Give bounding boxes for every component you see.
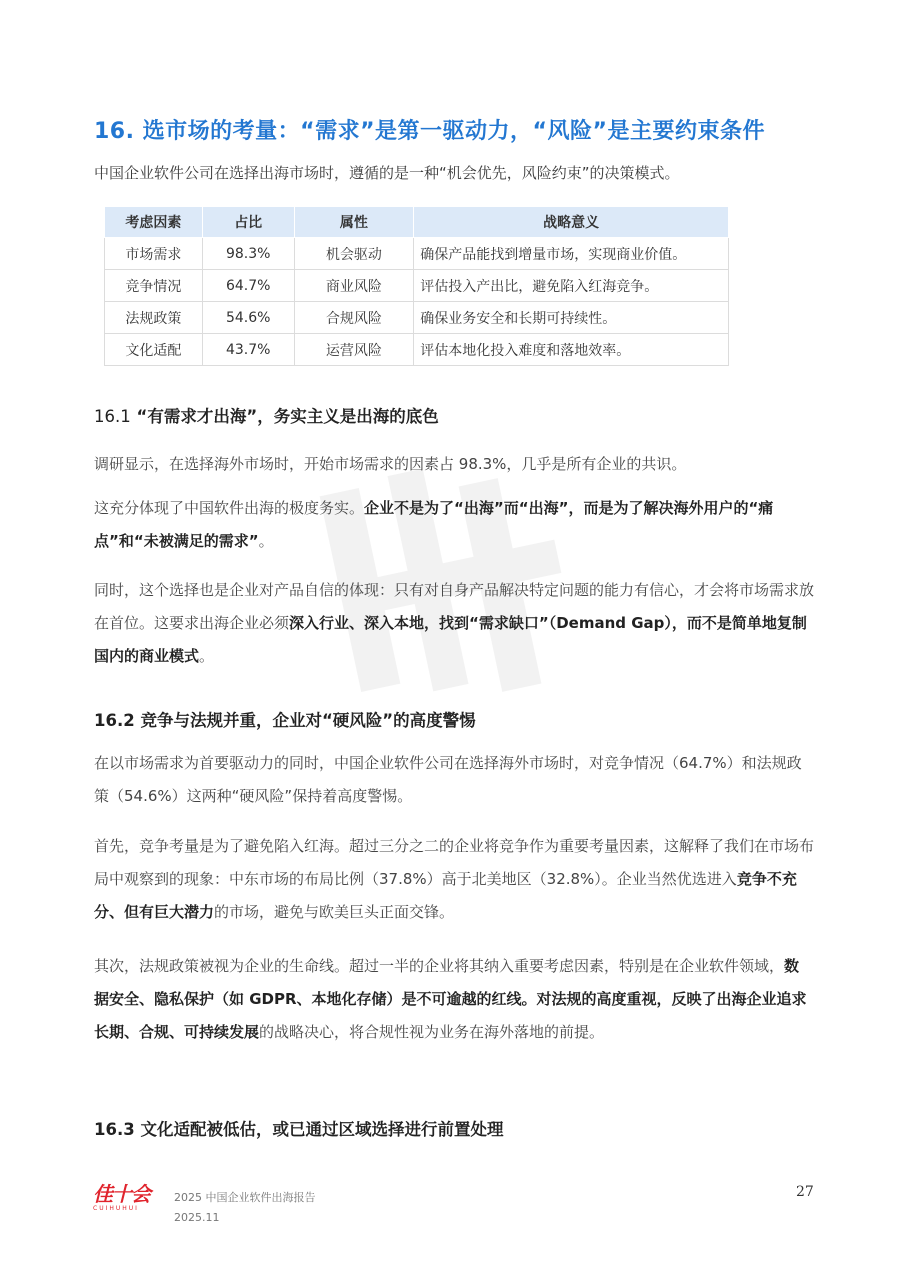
section-16-3-heading: 16.3 文化适配被低估，或已通过区域选择进行前置处理 bbox=[94, 1120, 504, 1139]
paragraph-emphasis: 企业不是为了“出海”而“出海”，而是为了解决海外用户的“痛点”和“未被满足的需求” bbox=[94, 499, 774, 550]
footer-info bbox=[174, 1188, 316, 1228]
cell-share: 54.6% bbox=[202, 302, 294, 334]
paragraph-text: 的战略决心，将合规性视为业务在海外落地的前提。 bbox=[259, 1023, 605, 1041]
paragraph bbox=[94, 574, 814, 673]
header-meaning: 战略意义 bbox=[414, 207, 729, 238]
table-header-row bbox=[105, 207, 729, 238]
cell-attribute: 商业风险 bbox=[294, 270, 414, 302]
paragraph bbox=[94, 830, 814, 929]
cell-factor: 市场需求 bbox=[105, 238, 203, 270]
paragraph-text: 其次，法规政策被视为企业的生命线。超过一半的企业将其纳入重要考虑因素，特别是在企业软件领域， bbox=[94, 957, 785, 975]
cell-meaning: 确保产品能找到增量市场，实现商业价值。 bbox=[414, 238, 729, 270]
logo-mark: 佳十会 bbox=[93, 1182, 150, 1206]
section-16-1-heading bbox=[94, 403, 439, 427]
paragraph: 在以市场需求为首要驱动力的同时，中国企业软件公司在选择海外市场时，对竞争情况（64.7%）和法规政策（54.6%）这两种“硬风险”保持着高度警惕。 bbox=[94, 754, 802, 805]
section-16-2-heading: 16.2 竞争与法规并重，企业对“硬风险”的高度警惕 bbox=[94, 711, 476, 730]
cell-meaning: 评估本地化投入难度和落地效率。 bbox=[414, 334, 729, 366]
paragraph bbox=[94, 492, 814, 558]
paragraph-text: 。 bbox=[199, 647, 215, 665]
paragraph-text: 同时，这个选择也是企业对产品自信的体现：只有对自身产品解决特定问题的能力有信心，才会将市场需求放在首位。这要求出海企业必须 bbox=[94, 581, 815, 632]
cell-share: 64.7% bbox=[202, 270, 294, 302]
cell-factor: 文化适配 bbox=[105, 334, 203, 366]
cell-meaning: 确保业务安全和长期可持续性。 bbox=[414, 302, 729, 334]
cell-attribute: 运营风险 bbox=[294, 334, 414, 366]
page-number: 27 bbox=[796, 1184, 814, 1200]
header-attribute: 属性 bbox=[294, 207, 414, 238]
logo-subtext: CUIHUHUI bbox=[93, 1205, 139, 1212]
table-row bbox=[105, 302, 729, 334]
cell-share: 98.3% bbox=[202, 238, 294, 270]
paragraph-text: 的市场，避免与欧美巨头正面交锋。 bbox=[214, 903, 455, 921]
cell-factor: 竞争情况 bbox=[105, 270, 203, 302]
cell-factor: 法规政策 bbox=[105, 302, 203, 334]
cell-attribute: 机会驱动 bbox=[294, 238, 414, 270]
factors-table bbox=[104, 206, 729, 366]
cell-meaning: 评估投入产出比，避免陷入红海竞争。 bbox=[414, 270, 729, 302]
paragraph: 调研显示，在选择海外市场时，开始市场需求的因素占 98.3%，几乎是所有企业的共识。 bbox=[94, 455, 687, 473]
table-row bbox=[105, 270, 729, 302]
header-factor: 考虑因素 bbox=[105, 207, 203, 238]
paragraph-text: 首先，竞争考量是为了避免陷入红海。超过三分之二的企业将竞争作为重要考量因素，这解释了我们在市场布局中观察到的现象：中东市场的布局比例（37.8%）高于北美地区（32.8%）。企业当然优选进入 bbox=[94, 837, 815, 888]
report-name: 2025 中国企业软件出海报告 bbox=[174, 1191, 316, 1204]
intro-text: 中国企业软件公司在选择出海市场时，遵循的是一种“机会优先，风险约束”的决策模式。 bbox=[94, 164, 680, 182]
header-share: 占比 bbox=[202, 207, 294, 238]
cell-share: 43.7% bbox=[202, 334, 294, 366]
paragraph bbox=[94, 950, 814, 1049]
paragraph-emphasis: 竞争不充分、但有巨大潜力 bbox=[94, 870, 797, 921]
section-title: “有需求才出海”，务实主义是出海的底色 bbox=[136, 407, 439, 426]
page-title: 16. 选市场的考量：“需求”是第一驱动力，“风险”是主要约束条件 bbox=[94, 119, 765, 144]
paragraph-text: 这充分体现了中国软件出海的极度务实。 bbox=[94, 499, 365, 517]
cell-attribute: 合规风险 bbox=[294, 302, 414, 334]
report-date: 2025.11 bbox=[174, 1211, 220, 1224]
section-number: 16.1 bbox=[94, 407, 131, 426]
brand-logo bbox=[93, 1183, 165, 1219]
paragraph-emphasis: 数据安全、隐私保护（如 GDPR、本地化存储）是不可逾越的红线。对法规的高度重视，反映了出海企业追求长期、合规、可持续发展 bbox=[94, 957, 807, 1041]
table-row bbox=[105, 334, 729, 366]
paragraph-emphasis: 深入行业、深入本地，找到“需求缺口”（Demand Gap），而不是简单地复制国内的商业模式 bbox=[94, 614, 807, 665]
paragraph-text: 。 bbox=[258, 532, 274, 550]
table-row bbox=[105, 238, 729, 270]
